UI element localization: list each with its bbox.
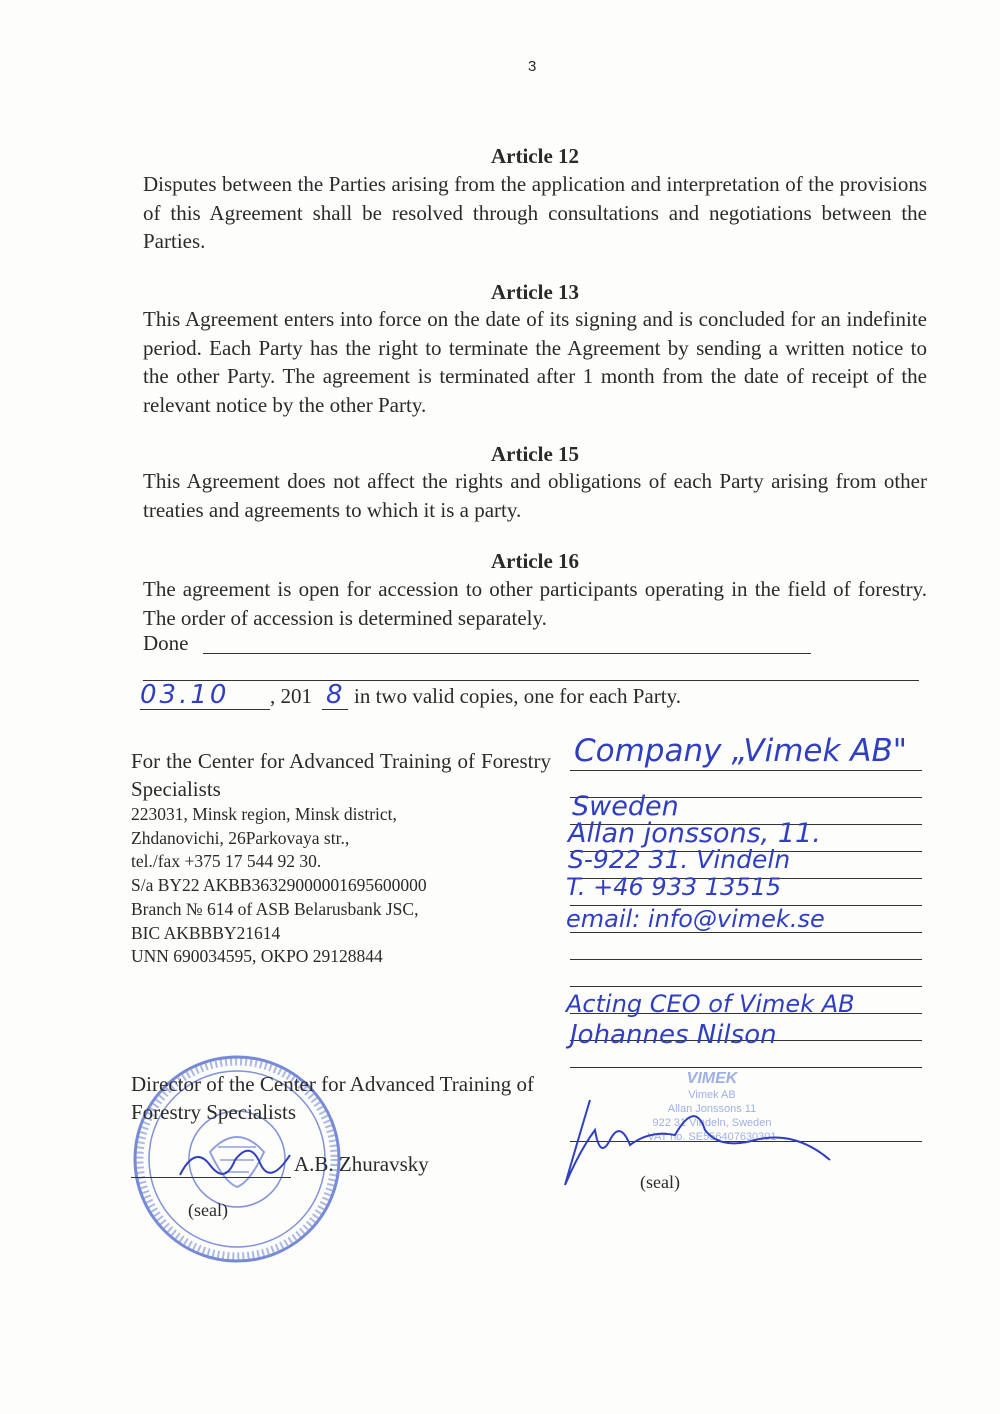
stamp-logo: VIMEK (686, 1070, 738, 1087)
handwritten-street: Allan jonssons, 11. (568, 818, 821, 849)
article-15-heading: Article 15 (490, 442, 580, 466)
handwritten-position: Acting CEO of Vimek AB (566, 990, 855, 1018)
address-line: S/a BY22 AKBB36329000001695600000 (131, 875, 427, 896)
article-15-text: This Agreement does not affect the rights and obligations of each Party arising from other treaties and agreements to which it is a party. (143, 469, 927, 522)
left-seal-label: (seal) (188, 1200, 228, 1220)
address-line: 223031, Minsk region, Minsk district, (131, 804, 397, 824)
left-party-title: For the Center for Advanced Training of Forestry Specialists (131, 749, 551, 801)
right-seal-label: (seal) (640, 1172, 680, 1192)
address-line: Zhdanovichi, 26Parkovaya str., (131, 827, 350, 848)
article-16-heading: Article 16 (490, 549, 580, 573)
article-12-heading: Article 12 (490, 144, 580, 168)
copies-text: in two valid copies, one for each Party. (354, 684, 681, 708)
article-13-text: This Agreement enters into force on the date of its signing and is concluded for an indefinite period. Each Party has the right to terminate the Agreement by sending a written notice to the other Party. The agreement is terminated after 1 month from the date of receipt of the relevant notice by the other Party. (143, 307, 927, 417)
address-line: Branch № 614 of ASB Belarusbank JSC, (131, 898, 419, 919)
left-signatory-title: Director of the Center for Advanced Training of Forestry Specialists (131, 1072, 534, 1124)
handwritten-date: 03.10 (140, 680, 230, 710)
stamp-line: VAT no. SE556407630301 (647, 1131, 777, 1143)
handwritten-postcode: S-922 31. Vindeln (568, 845, 791, 874)
left-signatory-name: A.B. Zhuravsky (294, 1152, 429, 1176)
handwritten-country: Sweden (572, 791, 679, 822)
address-line: tel./fax +375 17 544 92 30. (131, 851, 322, 872)
address-line: UNN 690034595, OKPO 29128844 (131, 946, 383, 967)
stamp-line: Vimek AB (688, 1089, 736, 1101)
handwritten-company: Company „Vimek AB" (574, 733, 908, 769)
left-handwritten-signature (175, 1135, 295, 1185)
handwritten-email: email: info@vimek.se (566, 905, 825, 933)
date-underline (140, 709, 270, 710)
done-label: Done (143, 631, 189, 655)
right-handwritten-signature (555, 1090, 845, 1200)
stamp-line: 922 31 Vindeln, Sweden (652, 1117, 772, 1129)
handwritten-phone: T. +46 933 13515 (566, 873, 782, 901)
year-underline (322, 709, 348, 710)
right-line (570, 986, 922, 987)
done-blank-line (203, 653, 811, 654)
article-16-text: The agreement is open for accession to other participants operating in the field of forestry. The order of accession is determined separately. (143, 577, 927, 630)
year-prefix: , 201 (270, 684, 312, 708)
article-13-heading: Article 13 (490, 280, 580, 304)
right-line (570, 959, 922, 960)
left-party-address (131, 803, 551, 969)
handwritten-signer-name: Johannes Nilson (570, 1020, 777, 1050)
stamp-line: Allan Jonssons 11 (667, 1103, 757, 1115)
page-number: 3 (528, 58, 537, 75)
right-line (570, 1067, 922, 1068)
done-blank-line-2 (143, 680, 919, 681)
right-line (570, 770, 922, 771)
article-12-text: Disputes between the Parties arising from the application and interpretation of the provisions of this Agreement shall be resolved through consultations and negotiations between the Parties. (143, 172, 927, 253)
handwritten-year-digit: 8 (326, 680, 343, 710)
left-party-block (131, 747, 551, 969)
address-line: BIC AKBBBY21614 (131, 922, 281, 943)
